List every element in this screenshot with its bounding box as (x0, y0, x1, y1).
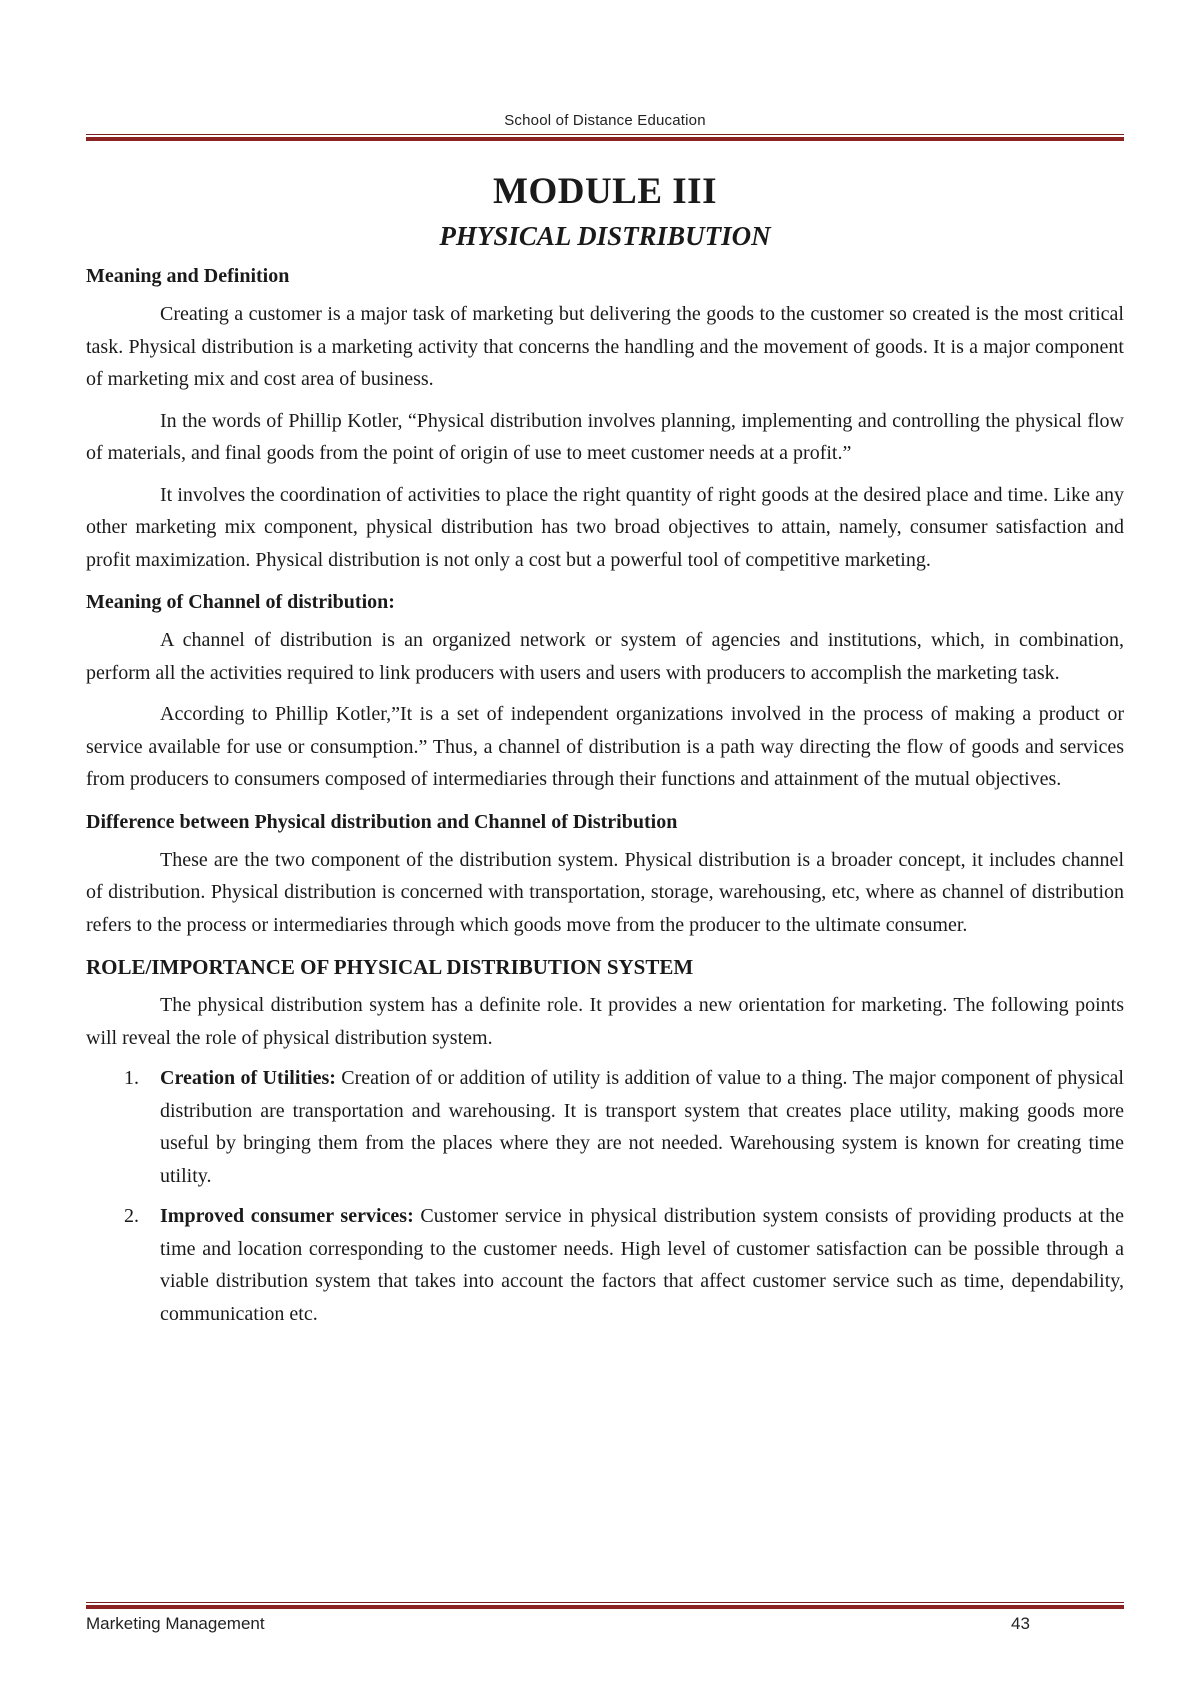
section-heading-meaning: Meaning and Definition (86, 265, 290, 287)
module-title: MODULE III (493, 171, 717, 212)
footer-rule-thick (86, 1605, 1124, 1609)
paragraph: A channel of distribution is an organized network or system of agencies and institutions, which, in combination, perform all the activities required to link producers with users and users with producers to accomplish the marketing task. (86, 629, 1124, 684)
list-item (86, 1062, 1124, 1192)
paragraph: In the words of Phillip Kotler, “Physical distribution involves planning, implementing and controlling the physical flow of materials, and final goods from the point of origin of use to meet customer needs at a profit.” (86, 409, 1124, 464)
module-subtitle: PHYSICAL DISTRIBUTION (439, 221, 771, 251)
footer-rule (86, 1602, 1124, 1609)
list-item (86, 1200, 1124, 1330)
list-item-number: 1. (124, 1067, 139, 1089)
footer-rule-thin (86, 1602, 1124, 1603)
section-heading-role: ROLE/IMPORTANCE OF PHYSICAL DISTRIBUTION SYSTEM (86, 955, 694, 979)
paragraph: According to Phillip Kotler,”It is a set of independent organizations involved in the process of making a product or service available for use or consumption.” Thus, a channel of distribution is a path way directing the flow of goods and services from producers to consumers composed of intermediaries through their functions and attainment of the mutual objectives. (86, 703, 1124, 790)
section-heading-difference: Difference between Physical distribution and Channel of Distribution (86, 810, 678, 833)
paragraph: It involves the coordination of activities to place the right quantity of right goods at the desired place and time. Like any other marketing mix component, physical distribution has two broad objectives to attain, namely, consumer satisfaction and profit maximization. Physical distribution is not only a cost but a powerful tool of competitive marketing. (86, 483, 1124, 571)
list-item-number: 2. (124, 1205, 139, 1227)
paragraph: These are the two component of the distribution system. Physical distribution is a broader concept, it includes channel of distribution. Physical distribution is concerned with transportation, storage, warehousing, etc, where as channel of distribution refers to the process or intermediaries through which goods move from the producer to the ultimate consumer. (86, 848, 1124, 936)
footer-course-name: Marketing Management (86, 1614, 265, 1633)
paragraph: The physical distribution system has a definite role. It provides a new orientation for marketing. The following points will reveal the role of physical distribution system. (86, 994, 1124, 1049)
running-header: School of Distance Education (504, 112, 706, 129)
list-item-text: Creation of or addition of utility is addition of value to a thing. The major component of physical distribution are transportation and warehousing. It is transport system that creates place utility, making goods more useful by bringing them from the places where they are not needed. Warehousing system is known for creating time utility. (160, 1067, 1124, 1187)
page-content (86, 168, 1124, 1338)
list-item-term: Improved consumer services: (160, 1205, 414, 1227)
header-rule (86, 134, 1124, 141)
role-points-list (86, 1062, 1124, 1330)
list-item-term: Creation of Utilities: (160, 1067, 336, 1089)
document-page (86, 0, 1124, 1698)
header-rule-thin (86, 134, 1124, 135)
header-rule-thick (86, 137, 1124, 141)
page-number: 43 (1011, 1614, 1030, 1633)
list-item-text: Customer service in physical distribution system consists of providing products at the time and location corresponding to the customer needs. High level of customer satisfaction can be possible through a viable distribution system that takes into account the factors that affect customer service such as time, dependability, communication etc. (160, 1205, 1124, 1325)
paragraph: Creating a customer is a major task of marketing but delivering the goods to the customer so created is the most critical task. Physical distribution is a marketing activity that concerns the handling and the movement of goods. It is a major component of marketing mix and cost area of business. (86, 303, 1124, 390)
section-heading-channel: Meaning of Channel of distribution: (86, 591, 395, 613)
